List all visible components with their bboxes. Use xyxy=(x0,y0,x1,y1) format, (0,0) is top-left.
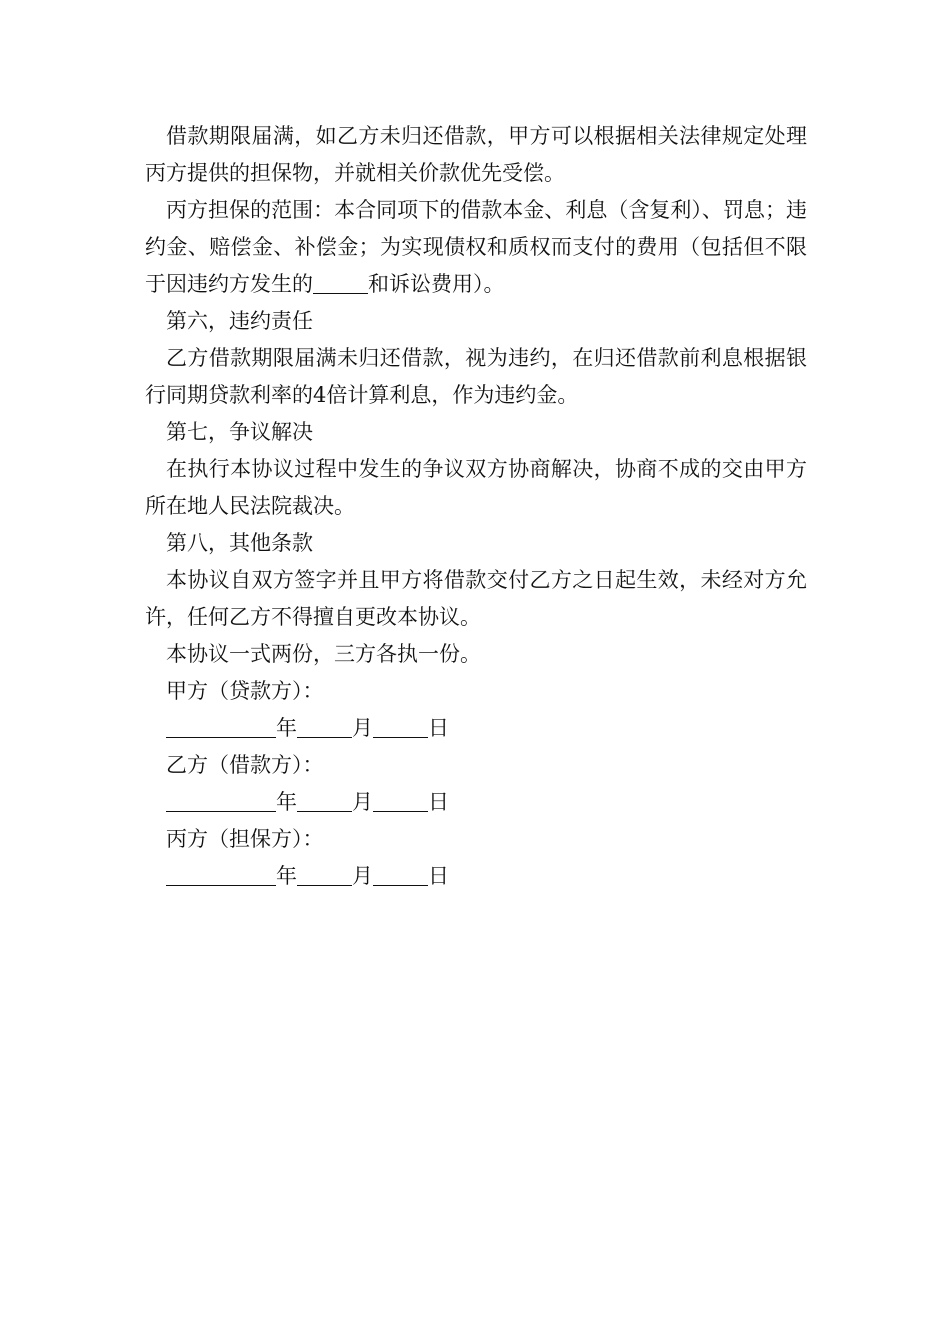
party-a-date-line xyxy=(145,710,807,747)
party-b-label: 乙方（借款方）： xyxy=(166,753,324,777)
party-b-date-line xyxy=(145,784,807,821)
day-label: 日 xyxy=(428,716,449,740)
month-label: 月 xyxy=(352,790,373,814)
party-c-date-line xyxy=(145,858,807,895)
party-a-year-blank[interactable] xyxy=(166,715,276,738)
day-label: 日 xyxy=(428,790,449,814)
month-label: 月 xyxy=(352,864,373,888)
guarantee-scope-text: 丙方担保的范围：本合同项下的借款本金、利息（含复利）、罚息；违约金、赔偿金、补偿金；为实现债权和质权而支付的费用（包括但不限于因违约方发生的 xyxy=(145,198,807,296)
fee-blank[interactable] xyxy=(313,271,368,294)
party-a-day-blank[interactable] xyxy=(373,715,428,738)
heading-dispute: 第七，争议解决 xyxy=(166,420,313,444)
guarantee-scope-text-end: 和诉讼费用）。 xyxy=(368,272,505,296)
paragraph-effectiveness: 本协议自双方签字并且甲方将借款交付乙方之日起生效，未经对方允许，任何乙方不得擅自更改本协议。 xyxy=(145,568,807,629)
heading-other-terms: 第八，其他条款 xyxy=(166,531,313,555)
party-b-day-blank[interactable] xyxy=(373,789,428,812)
party-c-year-blank[interactable] xyxy=(166,863,276,886)
party-a-label: 甲方（贷款方）： xyxy=(166,679,324,703)
party-b-year-blank[interactable] xyxy=(166,789,276,812)
party-c-month-blank[interactable] xyxy=(297,863,352,886)
party-b-month-blank[interactable] xyxy=(297,789,352,812)
party-a-month-blank[interactable] xyxy=(297,715,352,738)
month-label: 月 xyxy=(352,716,373,740)
party-c-day-blank[interactable] xyxy=(373,863,428,886)
document-page xyxy=(145,118,807,895)
day-label: 日 xyxy=(428,864,449,888)
year-label: 年 xyxy=(276,790,297,814)
year-label: 年 xyxy=(276,716,297,740)
paragraph-dispute: 在执行本协议过程中发生的争议双方协商解决，协商不成的交由甲方所在地人民法院裁决。 xyxy=(145,457,807,518)
paragraph-breach: 乙方借款期限届满未归还借款，视为违约，在归还借款前利息根据银行同期贷款利率的4倍计算利息，作为违约金。 xyxy=(145,346,807,407)
paragraph-collateral: 借款期限届满，如乙方未归还借款，甲方可以根据相关法律规定处理丙方提供的担保物，并就相关价款优先受偿。 xyxy=(145,124,807,185)
paragraph-copies: 本协议一式两份，三方各执一份。 xyxy=(166,642,481,666)
year-label: 年 xyxy=(276,864,297,888)
heading-breach: 第六，违约责任 xyxy=(166,309,313,333)
paragraph-guarantee-scope xyxy=(145,192,807,303)
party-c-label: 丙方（担保方）： xyxy=(166,827,324,851)
